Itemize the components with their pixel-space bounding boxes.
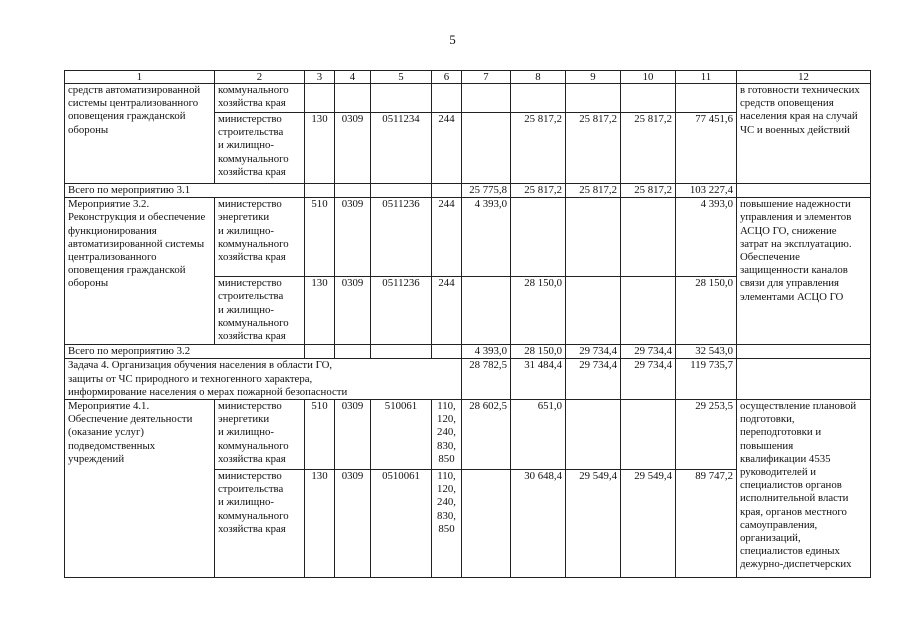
amount-cell: 77 451,6	[676, 113, 737, 184]
col-header: 10	[621, 71, 676, 84]
expense-type: 244	[432, 113, 462, 184]
table-row	[65, 84, 871, 113]
amount-cell	[621, 277, 676, 345]
amount-cell: 25 775,8	[462, 184, 511, 198]
col-header: 2	[215, 71, 305, 84]
col-header: 6	[432, 71, 462, 84]
section-code: 0309	[335, 113, 371, 184]
col-header: 7	[462, 71, 511, 84]
amount-cell: 29 734,4	[566, 345, 621, 359]
measure-description: Мероприятие 4.1. Обеспечение деятельности (оказание услуг) подведомственных учреждений	[65, 400, 215, 578]
executor-cell: министерство строительства и жилищно- коммунального хозяйства края	[215, 113, 305, 184]
col-header: 4	[335, 71, 371, 84]
measure-description: Мероприятие 3.2. Реконструкция и обеспечение функционирования автоматизированной системы централизованного оповещения гражданской обороны	[65, 198, 215, 345]
amount-cell: 31 484,4	[511, 359, 566, 400]
table-row	[65, 400, 871, 470]
target-code: 0511234	[371, 113, 432, 184]
result-description: осуществление плановой подготовки, переподготовки и повышения квалификации 4535 руководителей и специалистов органов исполнительной власти края, органов местного самоуправления, организаций, специалистов единых дежурно-диспетчерских	[737, 400, 871, 578]
amount-cell: 32 543,0	[676, 345, 737, 359]
section-code: 0309	[335, 470, 371, 578]
section-code: 0309	[335, 400, 371, 470]
grbs-code: 130	[305, 470, 335, 578]
amount-cell: 28 782,5	[462, 359, 511, 400]
amount-cell: 25 817,2	[511, 113, 566, 184]
total-row	[65, 184, 871, 198]
expense-type: 110, 120, 240, 830, 850	[432, 400, 462, 470]
task-label: Задача 4. Организация обучения населения в области ГО, защиты от ЧС природного и техногенного характера, информирование населения о мерах пожарной безопасности	[65, 359, 462, 400]
amount-cell: 28 150,0	[511, 345, 566, 359]
amount-cell: 651,0	[511, 400, 566, 470]
grbs-code: 130	[305, 277, 335, 345]
target-code: 0511236	[371, 198, 432, 277]
amount-cell	[621, 400, 676, 470]
col-header: 1	[65, 71, 215, 84]
expense-type: 244	[432, 198, 462, 277]
amount-cell: 4 393,0	[462, 345, 511, 359]
amount-cell: 25 817,2	[511, 184, 566, 198]
total-row	[65, 345, 871, 359]
section-code: 0309	[335, 277, 371, 345]
result-description: повышение надежности управления и элементов АСЦО ГО, снижение затрат на эксплуатацию. Обеспечение защищенности каналов связи для управления элементами АСЦО ГО	[737, 198, 871, 345]
col-header: 8	[511, 71, 566, 84]
result-description: в готовности технических средств оповещения населения края на случай ЧС и военных действий	[737, 84, 871, 184]
amount-cell: 29 734,4	[566, 359, 621, 400]
executor-cell: министерство энергетики и жилищно- коммунального хозяйства края	[215, 198, 305, 277]
section-code: 0309	[335, 198, 371, 277]
amount-cell: 119 735,7	[676, 359, 737, 400]
amount-cell	[566, 277, 621, 345]
amount-cell	[566, 198, 621, 277]
amount-cell: 29 549,4	[621, 470, 676, 578]
target-code: 510061	[371, 400, 432, 470]
expense-type: 244	[432, 277, 462, 345]
measure-description: средств автоматизированной системы централизованного оповещения гражданской обороны	[65, 84, 215, 184]
col-header: 11	[676, 71, 737, 84]
amount-cell: 103 227,4	[676, 184, 737, 198]
header-row	[65, 71, 871, 84]
amount-cell: 25 817,2	[566, 113, 621, 184]
executor-cell: министерство строительства и жилищно- коммунального хозяйства края	[215, 470, 305, 578]
amount-cell: 25 817,2	[566, 184, 621, 198]
amount-cell: 25 817,2	[621, 184, 676, 198]
target-code: 0511236	[371, 277, 432, 345]
amount-cell: 30 648,4	[511, 470, 566, 578]
col-header: 5	[371, 71, 432, 84]
amount-cell	[511, 198, 566, 277]
amount-cell: 29 734,4	[621, 359, 676, 400]
task-row	[65, 359, 871, 400]
amount-cell: 29 253,5	[676, 400, 737, 470]
amount-cell	[566, 400, 621, 470]
amount-cell: 28 150,0	[676, 277, 737, 345]
total-label: Всего по мероприятию 3.2	[65, 345, 305, 359]
amount-cell	[462, 277, 511, 345]
grbs-code: 510	[305, 400, 335, 470]
grbs-code: 510	[305, 198, 335, 277]
amount-cell: 29 549,4	[566, 470, 621, 578]
col-header: 9	[566, 71, 621, 84]
amount-cell: 4 393,0	[462, 198, 511, 277]
expense-type: 110, 120, 240, 830, 850	[432, 470, 462, 578]
amount-cell: 28 602,5	[462, 400, 511, 470]
executor-cell: коммунального хозяйства края	[215, 84, 305, 113]
executor-cell: министерство энергетики и жилищно- коммунального хозяйства края	[215, 400, 305, 470]
amount-cell	[462, 113, 511, 184]
amount-cell: 25 817,2	[621, 113, 676, 184]
amount-cell: 4 393,0	[676, 198, 737, 277]
target-code: 0510061	[371, 470, 432, 578]
executor-cell: министерство строительства и жилищно- коммунального хозяйства края	[215, 277, 305, 345]
grbs-code: 130	[305, 113, 335, 184]
budget-table	[64, 70, 871, 578]
total-label: Всего по мероприятию 3.1	[65, 184, 305, 198]
col-header: 12	[737, 71, 871, 84]
col-header: 3	[305, 71, 335, 84]
amount-cell: 29 734,4	[621, 345, 676, 359]
table-row	[65, 198, 871, 277]
page-number: 5	[449, 32, 456, 47]
amount-cell	[621, 198, 676, 277]
amount-cell: 28 150,0	[511, 277, 566, 345]
amount-cell: 89 747,2	[676, 470, 737, 578]
amount-cell	[462, 470, 511, 578]
